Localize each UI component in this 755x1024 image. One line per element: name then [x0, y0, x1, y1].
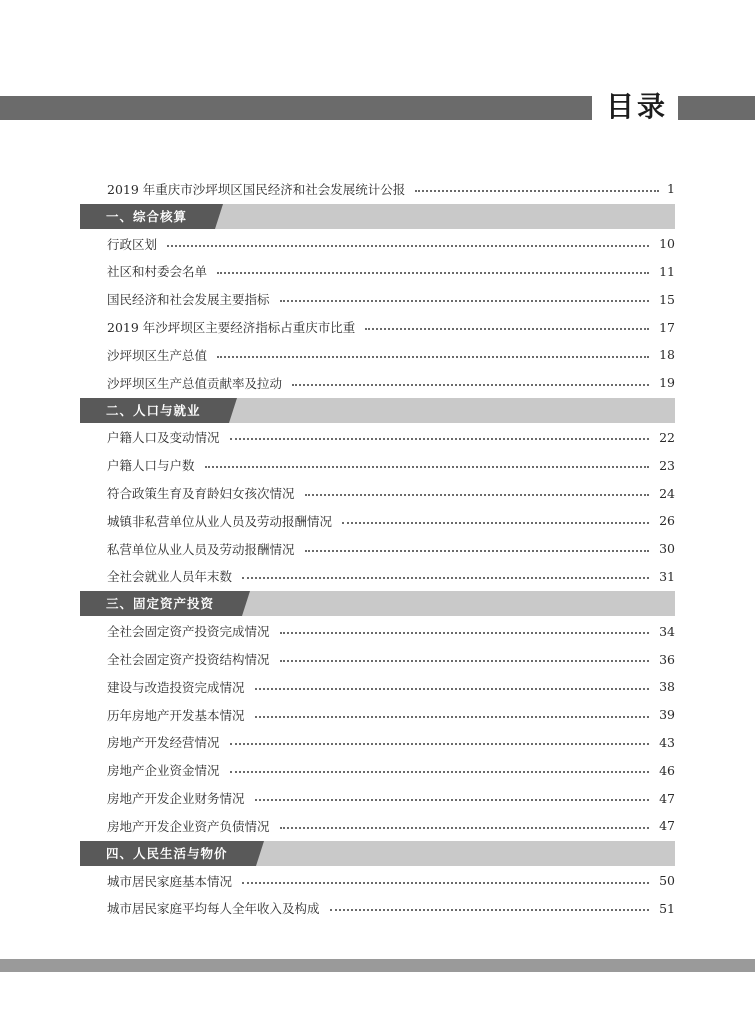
toc-entry-page: 17 [659, 319, 675, 335]
toc-entry-label: 历年房地产开发基本情况 [107, 707, 245, 723]
toc-entry-page: 23 [659, 457, 675, 473]
toc-entry-page: 18 [659, 347, 675, 363]
footer-bar [0, 959, 755, 972]
dot-leader [167, 245, 649, 247]
toc-entry-page: 24 [659, 485, 675, 501]
toc-entry[interactable] [80, 535, 675, 563]
toc-entry[interactable] [80, 756, 675, 784]
dot-leader [280, 632, 650, 634]
dot-leader [280, 827, 650, 829]
toc-entry-label: 房地产开发经营情况 [107, 735, 220, 751]
toc-entry-label: 沙坪坝区生产总值 [107, 347, 208, 363]
toc-entry-label: 房地产开发企业资产负债情况 [107, 818, 270, 834]
section-header [80, 398, 675, 423]
toc-entry[interactable] [80, 645, 675, 673]
toc-entry-label: 全社会就业人员年末数 [107, 569, 233, 585]
toc-entry-page: 34 [659, 623, 675, 639]
toc-entry-label: 全社会固定资产投资完成情况 [107, 624, 270, 640]
header-bar-left [0, 96, 592, 120]
dot-leader [230, 438, 650, 440]
toc-entry-page: 39 [659, 707, 675, 723]
toc-entry[interactable] [80, 617, 675, 645]
toc-entry-label: 房地产开发企业财务情况 [107, 791, 245, 807]
toc-entry-label: 私营单位从业人员及劳动报酬情况 [107, 541, 295, 557]
toc-entry[interactable] [80, 285, 675, 313]
toc-entry-page: 36 [659, 651, 675, 667]
toc-entry[interactable] [80, 701, 675, 729]
table-of-contents [80, 175, 675, 922]
toc-entry-label: 社区和村委会名单 [107, 264, 208, 280]
toc-entry-label: 行政区划 [107, 236, 158, 252]
dot-leader [230, 743, 650, 745]
toc-sections [80, 204, 675, 923]
dot-leader [242, 577, 649, 579]
toc-entry-page: 11 [659, 263, 675, 279]
dot-leader [217, 356, 649, 358]
toc-entry-label: 城镇非私营单位从业人员及劳动报酬情况 [107, 513, 333, 529]
toc-entry-page: 26 [659, 513, 675, 529]
toc-entry-label: 2019 年重庆市沙坪坝区国民经济和社会发展统计公报 [107, 181, 406, 197]
toc-entry-page: 46 [659, 762, 675, 778]
section-header [80, 841, 675, 866]
dot-leader [280, 660, 650, 662]
dot-leader [365, 328, 649, 330]
toc-entry-intro[interactable] [80, 175, 675, 203]
toc-entry[interactable] [80, 258, 675, 286]
toc-entry-page: 50 [659, 873, 675, 889]
dot-leader [342, 522, 649, 524]
toc-entry-label: 户籍人口与户数 [107, 458, 195, 474]
section-title: 四、人民生活与物价 [80, 841, 256, 866]
toc-entry-page: 30 [659, 541, 675, 557]
toc-entry-label: 符合政策生育及育龄妇女孩次情况 [107, 486, 295, 502]
toc-entry[interactable] [80, 479, 675, 507]
toc-entry-label: 2019 年沙坪坝区主要经济指标占重庆市比重 [107, 320, 356, 336]
toc-entry-page: 15 [659, 291, 675, 307]
section-title: 二、人口与就业 [80, 398, 229, 423]
header-bar-right [678, 96, 755, 120]
toc-entry[interactable] [80, 341, 675, 369]
toc-entry[interactable] [80, 313, 675, 341]
toc-entry-page: 1 [667, 181, 675, 197]
dot-leader [230, 771, 650, 773]
toc-entry[interactable] [80, 673, 675, 701]
dot-leader [255, 716, 650, 718]
toc-entry-page: 51 [659, 900, 675, 916]
toc-entry-label: 户籍人口及变动情况 [107, 430, 220, 446]
toc-entry[interactable] [80, 729, 675, 757]
dot-leader [280, 300, 650, 302]
dot-leader [415, 190, 659, 192]
toc-entry-page: 47 [659, 790, 675, 806]
toc-entry[interactable] [80, 563, 675, 591]
section-header [80, 591, 675, 616]
toc-entry-label: 国民经济和社会发展主要指标 [107, 292, 270, 308]
toc-entry[interactable] [80, 895, 675, 923]
toc-entry[interactable] [80, 784, 675, 812]
toc-entry[interactable] [80, 424, 675, 452]
dot-leader [242, 882, 649, 884]
toc-entry-page: 19 [659, 375, 675, 391]
dot-leader [330, 909, 650, 911]
dot-leader [305, 494, 650, 496]
toc-entry-label: 房地产企业资金情况 [107, 763, 220, 779]
toc-entry-label: 城市居民家庭平均每人全年收入及构成 [107, 901, 320, 917]
dot-leader [205, 466, 650, 468]
toc-entry-label: 城市居民家庭基本情况 [107, 873, 233, 889]
dot-leader [305, 550, 650, 552]
toc-entry-label: 建设与改造投资完成情况 [107, 679, 245, 695]
toc-entry-label: 沙坪坝区生产总值贡献率及拉动 [107, 375, 283, 391]
toc-entry-page: 22 [659, 429, 675, 445]
dot-leader [255, 799, 650, 801]
toc-entry[interactable] [80, 369, 675, 397]
dot-leader [217, 272, 649, 274]
dot-leader [292, 384, 649, 386]
toc-entry-page: 43 [659, 734, 675, 750]
toc-entry[interactable] [80, 812, 675, 840]
toc-entry-page: 10 [659, 236, 675, 252]
page-title: 目录 [605, 90, 668, 123]
section-title: 三、固定资产投资 [80, 591, 242, 616]
toc-entry[interactable] [80, 451, 675, 479]
toc-entry[interactable] [80, 867, 675, 895]
toc-entry-page: 47 [659, 818, 675, 834]
toc-entry-label: 全社会固定资产投资结构情况 [107, 652, 270, 668]
toc-entry[interactable] [80, 507, 675, 535]
section-title: 一、综合核算 [80, 204, 215, 229]
dot-leader [255, 688, 650, 690]
section-header [80, 204, 675, 229]
toc-entry-page: 38 [659, 679, 675, 695]
toc-entry[interactable] [80, 230, 675, 258]
toc-entry-page: 31 [659, 568, 675, 584]
